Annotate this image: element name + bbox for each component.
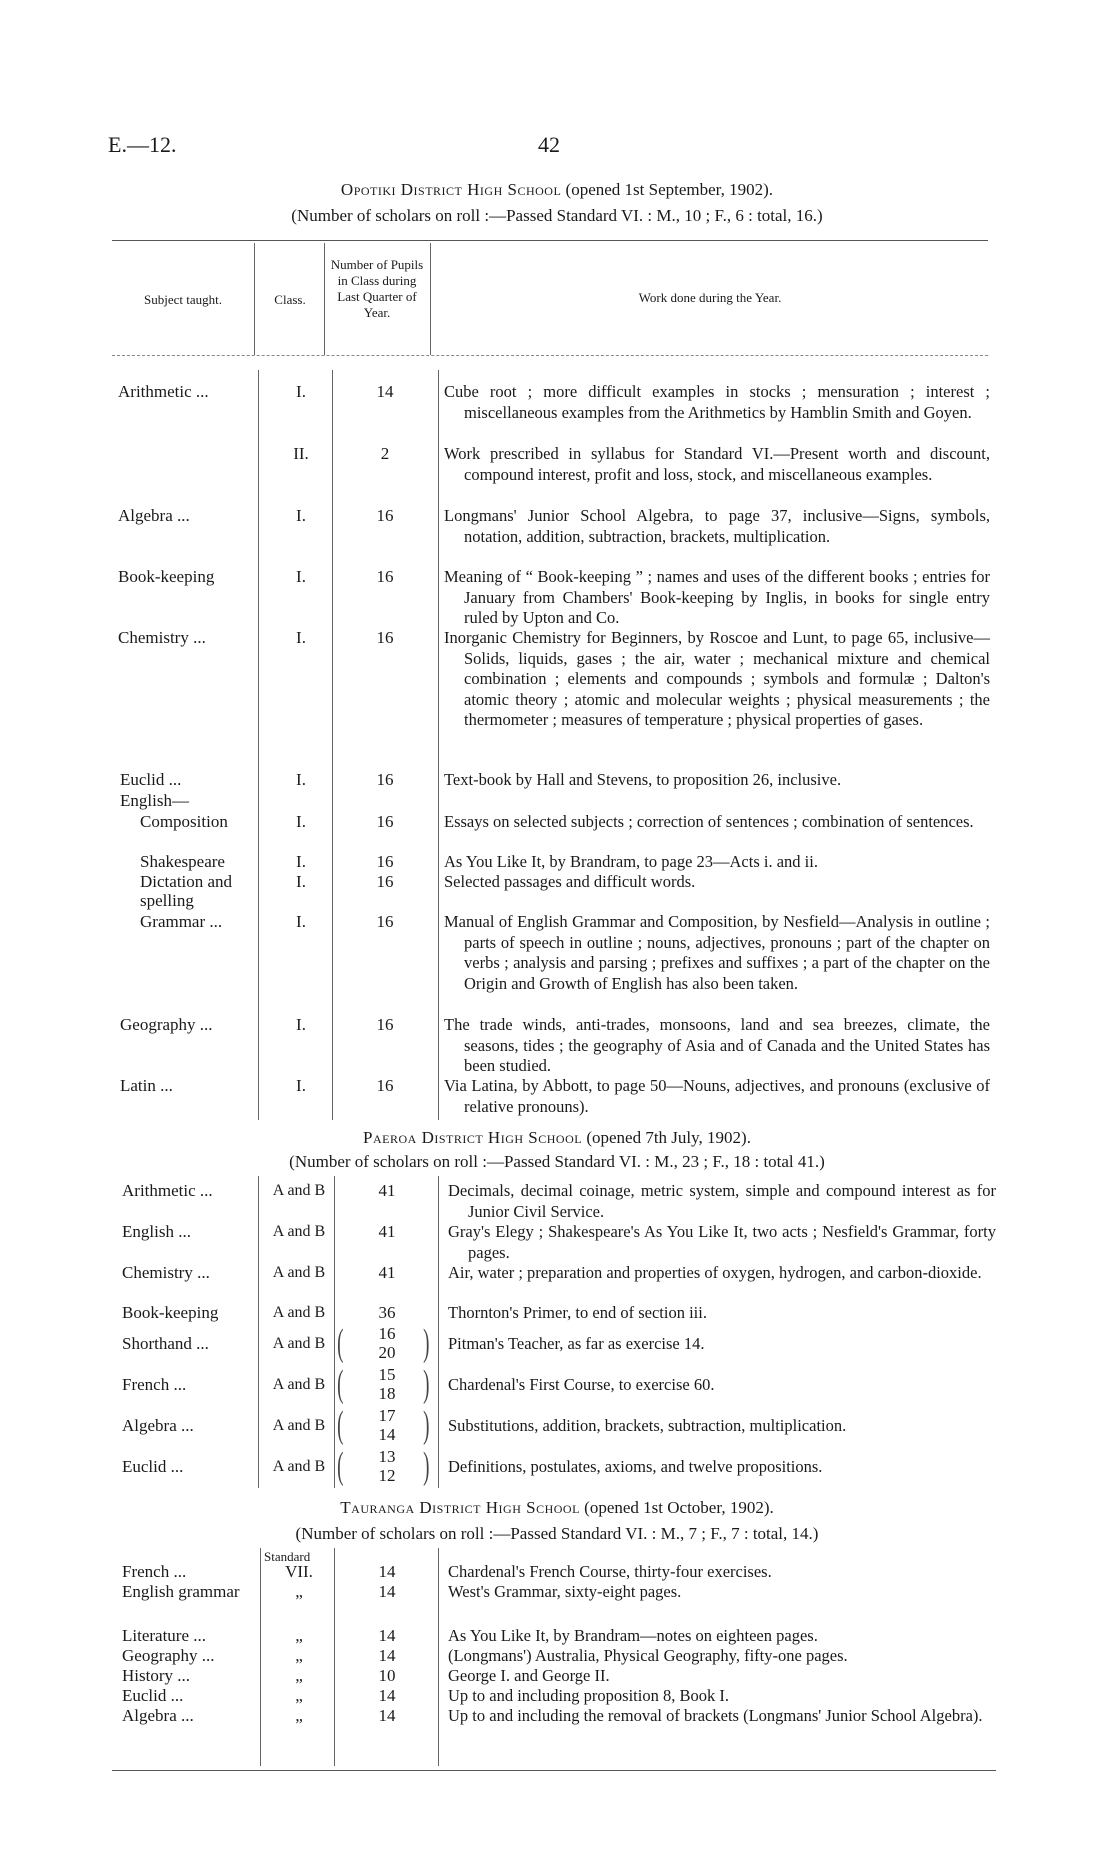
work-cell [448, 1646, 996, 1667]
table-row [0, 770, 1114, 789]
work-text: Gray's Elegy ; Shakespeare's As You Like It, two acts ; Nesfield's Grammar, forty pages. [448, 1222, 996, 1262]
work-text: The trade winds, anti-trades, monsoons, land and sea breezes, climate, the seasons, tides ; the geography of Asia and of Canada and the United States has been studied. [444, 1015, 990, 1075]
subject-cell: Algebra ... [122, 1416, 194, 1435]
table-row [0, 1562, 1114, 1581]
work-cell [448, 1457, 996, 1478]
opotiki-subtitle: (Number of scholars on roll :—Passed Standard VI. : M., 10 ; F., 6 : total, 16.) [291, 206, 823, 225]
subject-cell: Chemistry ... [118, 628, 206, 647]
number-cell: 15 [378, 1365, 396, 1384]
class-cell: „ [295, 1686, 303, 1705]
subject-cell: Dictation and spelling [140, 872, 233, 910]
right-brace-icon: ) [423, 1445, 430, 1487]
subject-cell: Euclid ... [122, 1686, 184, 1705]
work-text: Substitutions, addition, brackets, subtraction, multiplication. [448, 1416, 847, 1435]
class-cell: I. [296, 1076, 306, 1095]
work-cell [448, 1582, 996, 1603]
subject-cell: French ... [122, 1375, 187, 1394]
class-cell: „ [295, 1626, 303, 1645]
subject-cell: Algebra ... [122, 1706, 194, 1725]
subject-cell: Arithmetic ... [122, 1181, 213, 1200]
work-cell [444, 770, 990, 791]
opotiki-title-opened: (opened 1st September, 1902). [565, 180, 774, 199]
subject-cell: Literature ... [122, 1626, 207, 1645]
class-cell: I. [296, 770, 306, 789]
class-cell: I. [296, 628, 306, 647]
table-row [0, 1626, 1114, 1645]
table-row [0, 912, 1114, 993]
tauranga-vrule [438, 1548, 439, 1766]
work-cell [444, 872, 990, 893]
right-brace-icon: ) [423, 1322, 430, 1364]
table-row [0, 1582, 1114, 1601]
class-cell: A and B [272, 1376, 326, 1393]
opotiki-vrule [438, 370, 439, 1120]
paeroa-title [0, 1128, 1114, 1148]
table-row [0, 1445, 1114, 1487]
subject-cell: Euclid ... [122, 1457, 184, 1476]
work-text: Essays on selected subjects ; correction of sentences ; combination of sentences. [444, 812, 974, 831]
number-cell: 20 [378, 1343, 396, 1362]
tauranga-title-name: Tauranga District High School [340, 1498, 580, 1517]
work-cell [444, 444, 990, 485]
table-row [0, 1646, 1114, 1665]
class-cell: II. [293, 444, 309, 463]
subject-cell: Geography ... [120, 1015, 213, 1034]
table-row [0, 1322, 1114, 1364]
number-cell: 18 [378, 1384, 396, 1403]
number-cell: 41 [378, 1181, 396, 1200]
work-text: Text-book by Hall and Stevens, to proposition 26, inclusive. [444, 770, 842, 789]
class-cell: „ [295, 1706, 303, 1725]
subject-cell: Chemistry ... [122, 1263, 210, 1282]
class-cell: „ [295, 1646, 303, 1665]
opotiki-col-subject: Subject taught. [144, 292, 222, 307]
opotiki-header-rule [112, 355, 988, 356]
subject-cell: Arithmetic ... [118, 382, 209, 401]
table-row [0, 1222, 1114, 1262]
class-cell: A and B [272, 1417, 326, 1434]
table-row [0, 1303, 1114, 1322]
tauranga-subtitle: (Number of scholars on roll :—Passed Standard VI. : M., 7 ; F., 7 : total, 14.) [295, 1524, 819, 1543]
work-text: Up to and including the removal of brackets (Longmans' Junior School Algebra). [448, 1706, 983, 1725]
work-cell [448, 1375, 996, 1396]
subject-cell: Composition [140, 812, 228, 831]
work-cell [444, 912, 990, 994]
table-row [0, 852, 1114, 871]
opotiki-title-name: Opotiki District High School [340, 180, 562, 199]
work-text: As You Like It, by Brandram, to page 23—Acts i. and ii. [444, 852, 818, 871]
table-row [0, 1686, 1114, 1705]
work-text: Up to and including proposition 8, Book I. [448, 1686, 729, 1705]
table-row [0, 1181, 1114, 1221]
work-cell [448, 1706, 996, 1727]
number-cell: 12 [378, 1466, 396, 1485]
class-cell: I. [296, 382, 306, 401]
number-cell: 16 [378, 1324, 396, 1343]
table-row [0, 1666, 1114, 1685]
number-cell: 16 [376, 1076, 394, 1095]
work-cell [444, 1076, 990, 1117]
work-cell [448, 1303, 996, 1324]
work-text: Inorganic Chemistry for Beginners, by Roscoe and Lunt, to page 65, inclusive—Solids, liquids, gases ; the air, water ; mechanical mixture and chemical combination ; elements and compounds ; symbols and formulæ ; Dalton's atomic theory ; atomic and molecular weights ; physical measurements ; the thermometer ; measures of temperature ; physical properties of gases. [444, 628, 990, 729]
subject-cell: French ... [122, 1562, 187, 1581]
paeroa-title-opened: (opened 7th July, 1902). [586, 1128, 751, 1147]
number-cell: 16 [376, 1015, 394, 1034]
tauranga-title [0, 1498, 1114, 1518]
work-text: Chardenal's First Course, to exercise 60. [448, 1375, 715, 1394]
opotiki-col-number: Number of Pupils in Class during Last Quarter of Year. [330, 257, 424, 320]
number-cell: 16 [376, 770, 394, 789]
work-text: Meaning of “ Book-keeping ” ; names and uses of the different books ; entries for January from Chambers' Book-keeping by Inglis, in books for single entry ruled by Upton and Co. [444, 567, 990, 627]
number-cell: 16 [376, 628, 394, 647]
work-cell [448, 1416, 996, 1437]
subject-cell: Latin ... [120, 1076, 173, 1095]
work-text: George I. and George II. [448, 1666, 610, 1685]
class-cell: A and B [272, 1182, 326, 1199]
left-brace-icon: ( [337, 1445, 344, 1487]
table-row [0, 1404, 1114, 1446]
work-text: Pitman's Teacher, as far as exercise 14. [448, 1334, 705, 1353]
table-bottom-rule [112, 1770, 996, 1771]
subject-cell: History ... [122, 1666, 190, 1685]
number-cell: 14 [378, 1646, 396, 1665]
work-cell [448, 1181, 996, 1222]
class-cell: „ [295, 1666, 303, 1685]
work-text: Chardenal's French Course, thirty-four exercises. [448, 1562, 772, 1581]
class-cell: A and B [272, 1304, 326, 1321]
table-row [0, 1363, 1114, 1405]
subject-cell: Book-keeping [118, 567, 215, 586]
subject-cell: English— [120, 791, 189, 810]
number-cell: 41 [378, 1222, 396, 1241]
right-brace-icon: ) [423, 1404, 430, 1446]
standard-column-label: Standard [264, 1549, 311, 1564]
tauranga-title-opened: (opened 1st October, 1902). [584, 1498, 774, 1517]
table-row [0, 628, 1114, 729]
subject-cell: Euclid ... [120, 770, 182, 789]
class-cell: I. [296, 1015, 306, 1034]
class-cell: I. [296, 852, 306, 871]
work-cell [448, 1222, 996, 1263]
number-cell: 10 [378, 1666, 396, 1685]
opotiki-vrule [324, 243, 325, 355]
class-cell: „ [295, 1582, 303, 1601]
class-cell: I. [296, 872, 306, 891]
work-text: West's Grammar, sixty-eight pages. [448, 1582, 682, 1601]
table-row [0, 1263, 1114, 1282]
number-cell: 14 [378, 1425, 396, 1444]
right-brace-icon: ) [423, 1363, 430, 1405]
work-text: Thornton's Primer, to end of section iii. [448, 1303, 707, 1322]
subject-cell: English grammar [122, 1582, 240, 1601]
work-cell [444, 567, 990, 629]
class-cell: I. [296, 912, 306, 931]
number-cell: 14 [378, 1706, 396, 1725]
class-cell: A and B [272, 1335, 326, 1352]
class-cell: VII. [285, 1562, 313, 1581]
number-cell: 16 [376, 872, 394, 891]
work-cell [448, 1686, 996, 1707]
paeroa-title-name: Paeroa District High School [363, 1128, 583, 1147]
number-cell: 13 [378, 1447, 396, 1466]
subject-cell: Shakespeare [140, 852, 225, 871]
number-cell: 41 [378, 1263, 396, 1282]
number-cell: 14 [378, 1582, 396, 1601]
opotiki-vrule [430, 243, 431, 355]
opotiki-title [0, 180, 1114, 200]
number-cell: 16 [376, 567, 394, 586]
work-cell [444, 852, 990, 873]
tauranga-vrule [334, 1548, 335, 1766]
left-brace-icon: ( [337, 1322, 344, 1364]
work-text: Cube root ; more difficult examples in stocks ; mensuration ; interest ; miscellaneous examples from the Arithmetics by Hamblin Smith and Goyen. [444, 382, 990, 422]
work-text: Air, water ; preparation and properties of oxygen, hydrogen, and carbon-dioxide. [448, 1263, 982, 1282]
table-row [0, 444, 1114, 484]
work-text: As You Like It, by Brandram—notes on eighteen pages. [448, 1626, 818, 1645]
number-cell: 14 [378, 1562, 396, 1581]
work-text: Via Latina, by Abbott, to page 50—Nouns, adjectives, and pronouns (exclusive of relative pronouns). [444, 1076, 990, 1116]
class-cell: I. [296, 506, 306, 525]
work-cell [444, 812, 990, 833]
subject-cell: Grammar ... [140, 912, 223, 931]
opotiki-col-class: Class. [274, 292, 306, 307]
table-row [0, 506, 1114, 546]
work-text: Definitions, postulates, axioms, and twelve propositions. [448, 1457, 823, 1476]
table-row [0, 872, 1114, 910]
opotiki-table-top-rule [112, 240, 988, 241]
table-row [0, 382, 1114, 422]
subject-cell: English ... [122, 1222, 191, 1241]
table-row [0, 1706, 1114, 1725]
page-number: 42 [538, 132, 560, 157]
work-text: (Longmans') Australia, Physical Geography, fifty-one pages. [448, 1646, 848, 1665]
work-cell [444, 382, 990, 423]
work-cell [448, 1263, 996, 1284]
work-text: Longmans' Junior School Algebra, to page 37, inclusive—Signs, symbols, notation, addition, subtraction, brackets, multiplication. [444, 506, 990, 546]
subject-cell: Shorthand ... [122, 1334, 209, 1353]
work-cell [448, 1666, 996, 1687]
work-cell [444, 628, 990, 731]
number-cell: 14 [378, 1686, 396, 1705]
work-cell [444, 1015, 990, 1077]
number-cell: 16 [376, 912, 394, 931]
subject-cell: Book-keeping [122, 1303, 219, 1322]
left-brace-icon: ( [337, 1363, 344, 1405]
opotiki-vrule [258, 370, 259, 1120]
tauranga-vrule [260, 1548, 261, 1766]
subject-cell: Geography ... [122, 1646, 215, 1665]
work-cell [448, 1626, 996, 1647]
opotiki-vrule [254, 243, 255, 355]
opotiki-vrule [332, 370, 333, 1120]
work-text: Decimals, decimal coinage, metric system, simple and compound interest as for Junior Civil Service. [448, 1181, 996, 1221]
paeroa-subtitle: (Number of scholars on roll :—Passed Standard VI. : M., 23 ; F., 18 : total 41.) [289, 1152, 825, 1171]
class-cell: I. [296, 812, 306, 831]
number-cell: 36 [378, 1303, 396, 1322]
number-cell: 2 [380, 444, 390, 463]
work-text: Selected passages and difficult words. [444, 872, 696, 891]
class-cell: I. [296, 567, 306, 586]
table-row [0, 791, 1114, 810]
class-cell: A and B [272, 1264, 326, 1281]
work-text: Work prescribed in syllabus for Standard VI.—Present worth and discount, compound interest, profit and loss, stock, and miscellaneous examples. [444, 444, 990, 484]
work-text: Manual of English Grammar and Composition, by Nesfield—Analysis in outline ; parts of speech in outline ; nouns, adjectives, pronouns ; part of the chapter on verbs ; analysis and parsing ; prefixes and suffixes ; a part of the chapter on the Origin and Growth of English has also been taken. [444, 912, 990, 993]
class-cell: A and B [272, 1458, 326, 1475]
work-cell [448, 1562, 996, 1583]
left-brace-icon: ( [337, 1404, 344, 1446]
page-header-ref: E.—12. [108, 132, 177, 157]
table-row [0, 1015, 1114, 1075]
table-row [0, 567, 1114, 627]
subject-cell: Algebra ... [118, 506, 190, 525]
work-cell [444, 506, 990, 547]
work-cell [448, 1334, 996, 1355]
number-cell: 16 [376, 812, 394, 831]
table-row [0, 812, 1114, 831]
class-cell: A and B [272, 1223, 326, 1240]
number-cell: 14 [378, 1626, 396, 1645]
number-cell: 16 [376, 852, 394, 871]
number-cell: 16 [376, 506, 394, 525]
number-cell: 14 [376, 382, 394, 401]
opotiki-col-work: Work done during the Year. [638, 290, 782, 305]
number-cell: 17 [378, 1406, 396, 1425]
table-row [0, 1076, 1114, 1116]
